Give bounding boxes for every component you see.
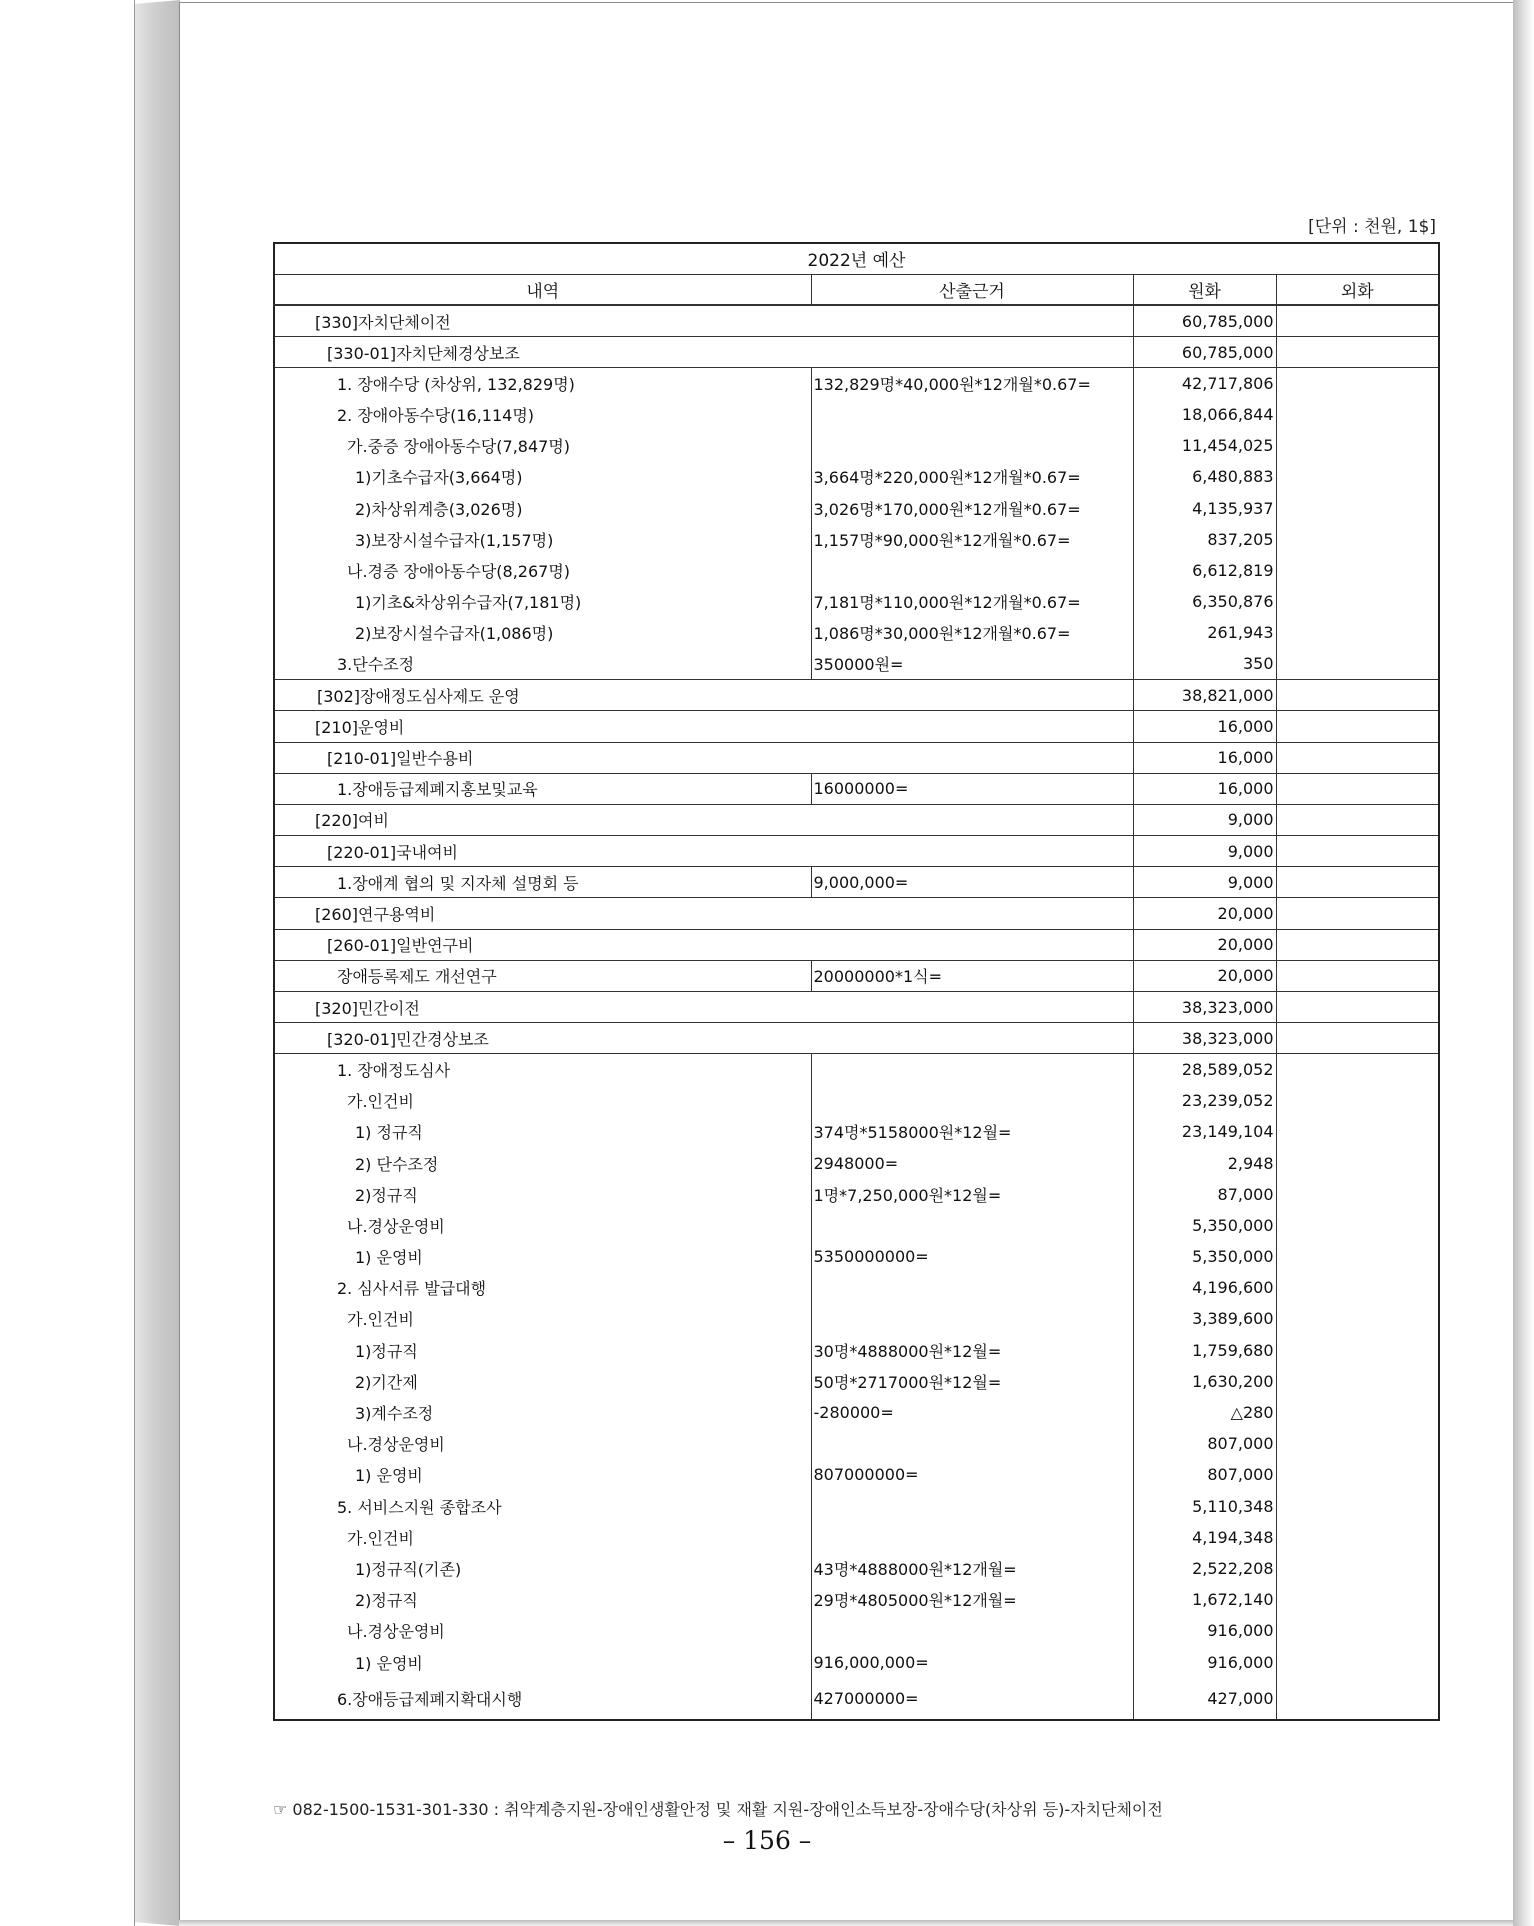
row-calc: 16000000= xyxy=(811,773,1133,804)
table-row xyxy=(274,1491,1439,1522)
row-fx xyxy=(1276,399,1439,430)
row-calc: 2948000= xyxy=(811,1147,1133,1178)
row-calc: 132,829명*40,000원*12개월*0.67= xyxy=(811,368,1133,399)
row-fx xyxy=(1276,1085,1439,1116)
table-row xyxy=(274,960,1439,991)
row-fx xyxy=(1276,1116,1439,1147)
row-desc: 1) 운영비 xyxy=(274,1459,811,1490)
row-krw: 16,000 xyxy=(1133,711,1276,742)
table-row xyxy=(274,617,1439,648)
row-calc: 350000원= xyxy=(811,648,1133,679)
row-calc: 1명*7,250,000원*12월= xyxy=(811,1179,1133,1210)
row-calc: 9,000,000= xyxy=(811,867,1133,898)
row-krw: 28,589,052 xyxy=(1133,1054,1276,1085)
row-calc xyxy=(811,1085,1133,1116)
row-krw: 42,717,806 xyxy=(1133,368,1276,399)
table-row xyxy=(274,1116,1439,1147)
row-desc: [320]민간이전 xyxy=(274,992,1133,1023)
table-row xyxy=(274,836,1439,867)
row-desc: 가.인건비 xyxy=(274,1522,811,1553)
row-desc: 장애등록제도 개선연구 xyxy=(274,960,811,991)
row-calc xyxy=(811,1615,1133,1646)
table-caption: 2022년 예산 xyxy=(274,243,1439,274)
row-desc: 2)차상위계층(3,026명) xyxy=(274,493,811,524)
row-desc: 나.경상운영비 xyxy=(274,1615,811,1646)
row-desc: 가.인건비 xyxy=(274,1085,811,1116)
row-calc: 916,000,000= xyxy=(811,1646,1133,1677)
row-desc: 6.장애등급제폐지확대시행 xyxy=(274,1678,811,1720)
table-row xyxy=(274,399,1439,430)
row-fx xyxy=(1276,1023,1439,1054)
row-fx xyxy=(1276,1241,1439,1272)
row-desc: 가.중증 장애아동수당(7,847명) xyxy=(274,430,811,461)
row-desc: 2. 장애아동수당(16,114명) xyxy=(274,399,811,430)
row-calc: 29명*4805000원*12개월= xyxy=(811,1584,1133,1615)
row-fx xyxy=(1276,617,1439,648)
row-krw: 16,000 xyxy=(1133,742,1276,773)
col-header-desc: 내역 xyxy=(274,274,811,305)
row-fx xyxy=(1276,524,1439,555)
row-calc xyxy=(811,1522,1133,1553)
row-krw: 20,000 xyxy=(1133,929,1276,960)
row-calc xyxy=(811,430,1133,461)
row-fx xyxy=(1276,992,1439,1023)
table-row xyxy=(274,680,1439,711)
book-spine xyxy=(134,0,180,1926)
row-calc: 3,664명*220,000원*12개월*0.67= xyxy=(811,461,1133,492)
row-fx xyxy=(1276,1179,1439,1210)
table-row xyxy=(274,1646,1439,1677)
row-fx xyxy=(1276,1054,1439,1085)
table-row xyxy=(274,1366,1439,1397)
row-krw: 5,350,000 xyxy=(1133,1241,1276,1272)
row-krw: 4,135,937 xyxy=(1133,493,1276,524)
table-row xyxy=(274,337,1439,368)
table-row xyxy=(274,1459,1439,1490)
row-fx xyxy=(1276,680,1439,711)
row-fx xyxy=(1276,648,1439,679)
row-fx xyxy=(1276,1459,1439,1490)
table-row xyxy=(274,773,1439,804)
row-calc: -280000= xyxy=(811,1397,1133,1428)
row-krw: 350 xyxy=(1133,648,1276,679)
row-calc xyxy=(811,1303,1133,1334)
row-desc: 나.경상운영비 xyxy=(274,1428,811,1459)
table-row xyxy=(274,555,1439,586)
row-desc: 1) 정규직 xyxy=(274,1116,811,1147)
row-desc: [330-01]자치단체경상보조 xyxy=(274,337,1133,368)
row-calc xyxy=(811,555,1133,586)
row-calc: 30명*4888000원*12월= xyxy=(811,1335,1133,1366)
row-desc: 1) 운영비 xyxy=(274,1241,811,1272)
footnote: ☞ 082-1500-1531-301-330 : 취약계층지원-장애인생활안정 및 재활 지원-장애인소득보장-장애수당(차상위 등)-자치단체이전 xyxy=(273,1800,1163,1819)
row-calc: 43명*4888000원*12개월= xyxy=(811,1553,1133,1584)
table-row xyxy=(274,1179,1439,1210)
row-fx xyxy=(1276,898,1439,929)
row-desc: 2)기간제 xyxy=(274,1366,811,1397)
row-krw: 916,000 xyxy=(1133,1646,1276,1677)
table-row xyxy=(274,992,1439,1023)
row-krw: 20,000 xyxy=(1133,960,1276,991)
row-desc: 2)정규직 xyxy=(274,1584,811,1615)
row-desc: 2)보장시설수급자(1,086명) xyxy=(274,617,811,648)
table-row xyxy=(274,1085,1439,1116)
table-row xyxy=(274,1584,1439,1615)
table-row xyxy=(274,711,1439,742)
table-row xyxy=(274,1678,1439,1720)
row-calc xyxy=(811,1210,1133,1241)
row-fx xyxy=(1276,929,1439,960)
row-calc: 50명*2717000원*12월= xyxy=(811,1366,1133,1397)
row-krw: 1,630,200 xyxy=(1133,1366,1276,1397)
row-fx xyxy=(1276,1397,1439,1428)
table-row xyxy=(274,1054,1439,1085)
row-krw: 9,000 xyxy=(1133,867,1276,898)
row-krw: 807,000 xyxy=(1133,1428,1276,1459)
table-row xyxy=(274,524,1439,555)
row-krw: 60,785,000 xyxy=(1133,305,1276,336)
row-krw: 837,205 xyxy=(1133,524,1276,555)
row-desc: 1)기초&차상위수급자(7,181명) xyxy=(274,586,811,617)
table-row xyxy=(274,368,1439,399)
budget-table xyxy=(273,242,1440,1721)
row-krw: 4,196,600 xyxy=(1133,1272,1276,1303)
row-calc: 5350000000= xyxy=(811,1241,1133,1272)
row-fx xyxy=(1276,960,1439,991)
row-krw: 2,948 xyxy=(1133,1147,1276,1178)
unit-label: [단위 : 천원, 1$] xyxy=(1308,217,1436,237)
row-desc: [260-01]일반연구비 xyxy=(274,929,1133,960)
col-header-fx: 외화 xyxy=(1276,274,1439,305)
row-fx xyxy=(1276,1678,1439,1720)
row-krw: 916,000 xyxy=(1133,1615,1276,1646)
row-calc: 1,086명*30,000원*12개월*0.67= xyxy=(811,617,1133,648)
row-krw: 11,454,025 xyxy=(1133,430,1276,461)
row-fx xyxy=(1276,804,1439,835)
row-krw: 6,612,819 xyxy=(1133,555,1276,586)
row-krw: 3,389,600 xyxy=(1133,1303,1276,1334)
table-row xyxy=(274,1397,1439,1428)
table-row xyxy=(274,1615,1439,1646)
row-desc: [210]운영비 xyxy=(274,711,1133,742)
table-row xyxy=(274,305,1439,336)
row-krw: 38,323,000 xyxy=(1133,992,1276,1023)
col-header-krw: 원화 xyxy=(1133,274,1276,305)
col-header-calc: 산출근거 xyxy=(811,274,1133,305)
row-calc xyxy=(811,1491,1133,1522)
row-fx xyxy=(1276,1147,1439,1178)
row-krw: 261,943 xyxy=(1133,617,1276,648)
row-krw: 38,323,000 xyxy=(1133,1023,1276,1054)
row-krw: 23,149,104 xyxy=(1133,1116,1276,1147)
row-calc xyxy=(811,1428,1133,1459)
row-krw: 4,194,348 xyxy=(1133,1522,1276,1553)
row-fx xyxy=(1276,461,1439,492)
row-fx xyxy=(1276,368,1439,399)
table-row xyxy=(274,1241,1439,1272)
page-bottom-edge xyxy=(179,1920,1513,1926)
row-desc: 2) 단수조정 xyxy=(274,1147,811,1178)
row-krw: 60,785,000 xyxy=(1133,337,1276,368)
row-fx xyxy=(1276,1303,1439,1334)
page-number: – 156 – xyxy=(722,1826,812,1855)
table-row xyxy=(274,1147,1439,1178)
row-fx xyxy=(1276,337,1439,368)
row-fx xyxy=(1276,305,1439,336)
row-fx xyxy=(1276,773,1439,804)
page-shadow xyxy=(1513,0,1534,1926)
row-krw: 23,239,052 xyxy=(1133,1085,1276,1116)
row-krw: 9,000 xyxy=(1133,804,1276,835)
row-desc: 1. 장애정도심사 xyxy=(274,1054,811,1085)
row-krw: 427,000 xyxy=(1133,1678,1276,1720)
row-desc: 1) 운영비 xyxy=(274,1646,811,1677)
row-fx xyxy=(1276,1491,1439,1522)
row-fx xyxy=(1276,1428,1439,1459)
row-desc: 3.단수조정 xyxy=(274,648,811,679)
table-row xyxy=(274,867,1439,898)
row-desc: [260]연구용역비 xyxy=(274,898,1133,929)
table-row xyxy=(274,1428,1439,1459)
row-krw: 9,000 xyxy=(1133,836,1276,867)
row-desc: 1. 장애수당 (차상위, 132,829명) xyxy=(274,368,811,399)
row-fx xyxy=(1276,1522,1439,1553)
row-desc: 1)정규직(기존) xyxy=(274,1553,811,1584)
row-desc: 3)계수조정 xyxy=(274,1397,811,1428)
table-row xyxy=(274,648,1439,679)
row-desc: 1.장애계 협의 및 지자체 설명회 등 xyxy=(274,867,811,898)
row-krw: 1,672,140 xyxy=(1133,1584,1276,1615)
row-desc: [302]장애정도심사제도 운영 xyxy=(274,680,1133,711)
row-calc xyxy=(811,1272,1133,1303)
table-row xyxy=(274,929,1439,960)
table-body xyxy=(274,305,1439,1719)
row-fx xyxy=(1276,742,1439,773)
row-fx xyxy=(1276,1553,1439,1584)
row-krw: 87,000 xyxy=(1133,1179,1276,1210)
row-calc: 7,181명*110,000원*12개월*0.67= xyxy=(811,586,1133,617)
row-calc: 1,157명*90,000원*12개월*0.67= xyxy=(811,524,1133,555)
row-fx xyxy=(1276,1366,1439,1397)
row-desc: 나.경상운영비 xyxy=(274,1210,811,1241)
row-krw: 5,110,348 xyxy=(1133,1491,1276,1522)
row-krw: 6,480,883 xyxy=(1133,461,1276,492)
row-desc: [330]자치단체이전 xyxy=(274,305,1133,336)
row-krw: 5,350,000 xyxy=(1133,1210,1276,1241)
table-row xyxy=(274,742,1439,773)
row-fx xyxy=(1276,1584,1439,1615)
row-fx xyxy=(1276,867,1439,898)
row-fx xyxy=(1276,836,1439,867)
row-desc: 나.경증 장애아동수당(8,267명) xyxy=(274,555,811,586)
table-row xyxy=(274,804,1439,835)
table-row xyxy=(274,1335,1439,1366)
table-row xyxy=(274,1303,1439,1334)
row-krw: 18,066,844 xyxy=(1133,399,1276,430)
row-fx xyxy=(1276,1272,1439,1303)
table-row xyxy=(274,1522,1439,1553)
row-calc xyxy=(811,1054,1133,1085)
row-krw: 807,000 xyxy=(1133,1459,1276,1490)
table-row xyxy=(274,430,1439,461)
row-calc: 20000000*1식= xyxy=(811,960,1133,991)
table-row xyxy=(274,1023,1439,1054)
row-fx xyxy=(1276,586,1439,617)
table-row xyxy=(274,493,1439,524)
row-krw: 6,350,876 xyxy=(1133,586,1276,617)
row-krw: △280 xyxy=(1133,1397,1276,1428)
row-calc: 3,026명*170,000원*12개월*0.67= xyxy=(811,493,1133,524)
row-calc xyxy=(811,399,1133,430)
row-desc: 5. 서비스지원 종합조사 xyxy=(274,1491,811,1522)
row-fx xyxy=(1276,1335,1439,1366)
row-desc: [320-01]민간경상보조 xyxy=(274,1023,1133,1054)
row-fx xyxy=(1276,1615,1439,1646)
table-row xyxy=(274,461,1439,492)
row-krw: 20,000 xyxy=(1133,898,1276,929)
row-desc: 1)기초수급자(3,664명) xyxy=(274,461,811,492)
row-krw: 38,821,000 xyxy=(1133,680,1276,711)
row-desc: 2. 심사서류 발급대행 xyxy=(274,1272,811,1303)
row-fx xyxy=(1276,555,1439,586)
row-desc: [210-01]일반수용비 xyxy=(274,742,1133,773)
row-desc: 가.인건비 xyxy=(274,1303,811,1334)
row-krw: 1,759,680 xyxy=(1133,1335,1276,1366)
spine-edge xyxy=(134,0,135,1926)
row-desc: [220-01]국내여비 xyxy=(274,836,1133,867)
row-krw: 16,000 xyxy=(1133,773,1276,804)
row-calc: 427000000= xyxy=(811,1678,1133,1720)
row-fx xyxy=(1276,711,1439,742)
row-desc: 1)정규직 xyxy=(274,1335,811,1366)
row-calc: 807000000= xyxy=(811,1459,1133,1490)
row-krw: 2,522,208 xyxy=(1133,1553,1276,1584)
table-row xyxy=(274,898,1439,929)
row-fx xyxy=(1276,493,1439,524)
row-fx xyxy=(1276,430,1439,461)
row-fx xyxy=(1276,1646,1439,1677)
table-row xyxy=(274,1210,1439,1241)
row-desc: 1.장애등급제폐지홍보및교육 xyxy=(274,773,811,804)
table-row xyxy=(274,1272,1439,1303)
row-desc: 2)정규직 xyxy=(274,1179,811,1210)
row-calc: 374명*5158000원*12월= xyxy=(811,1116,1133,1147)
row-desc: [220]여비 xyxy=(274,804,1133,835)
table-row xyxy=(274,586,1439,617)
table-row xyxy=(274,1553,1439,1584)
row-desc: 3)보장시설수급자(1,157명) xyxy=(274,524,811,555)
row-fx xyxy=(1276,1210,1439,1241)
